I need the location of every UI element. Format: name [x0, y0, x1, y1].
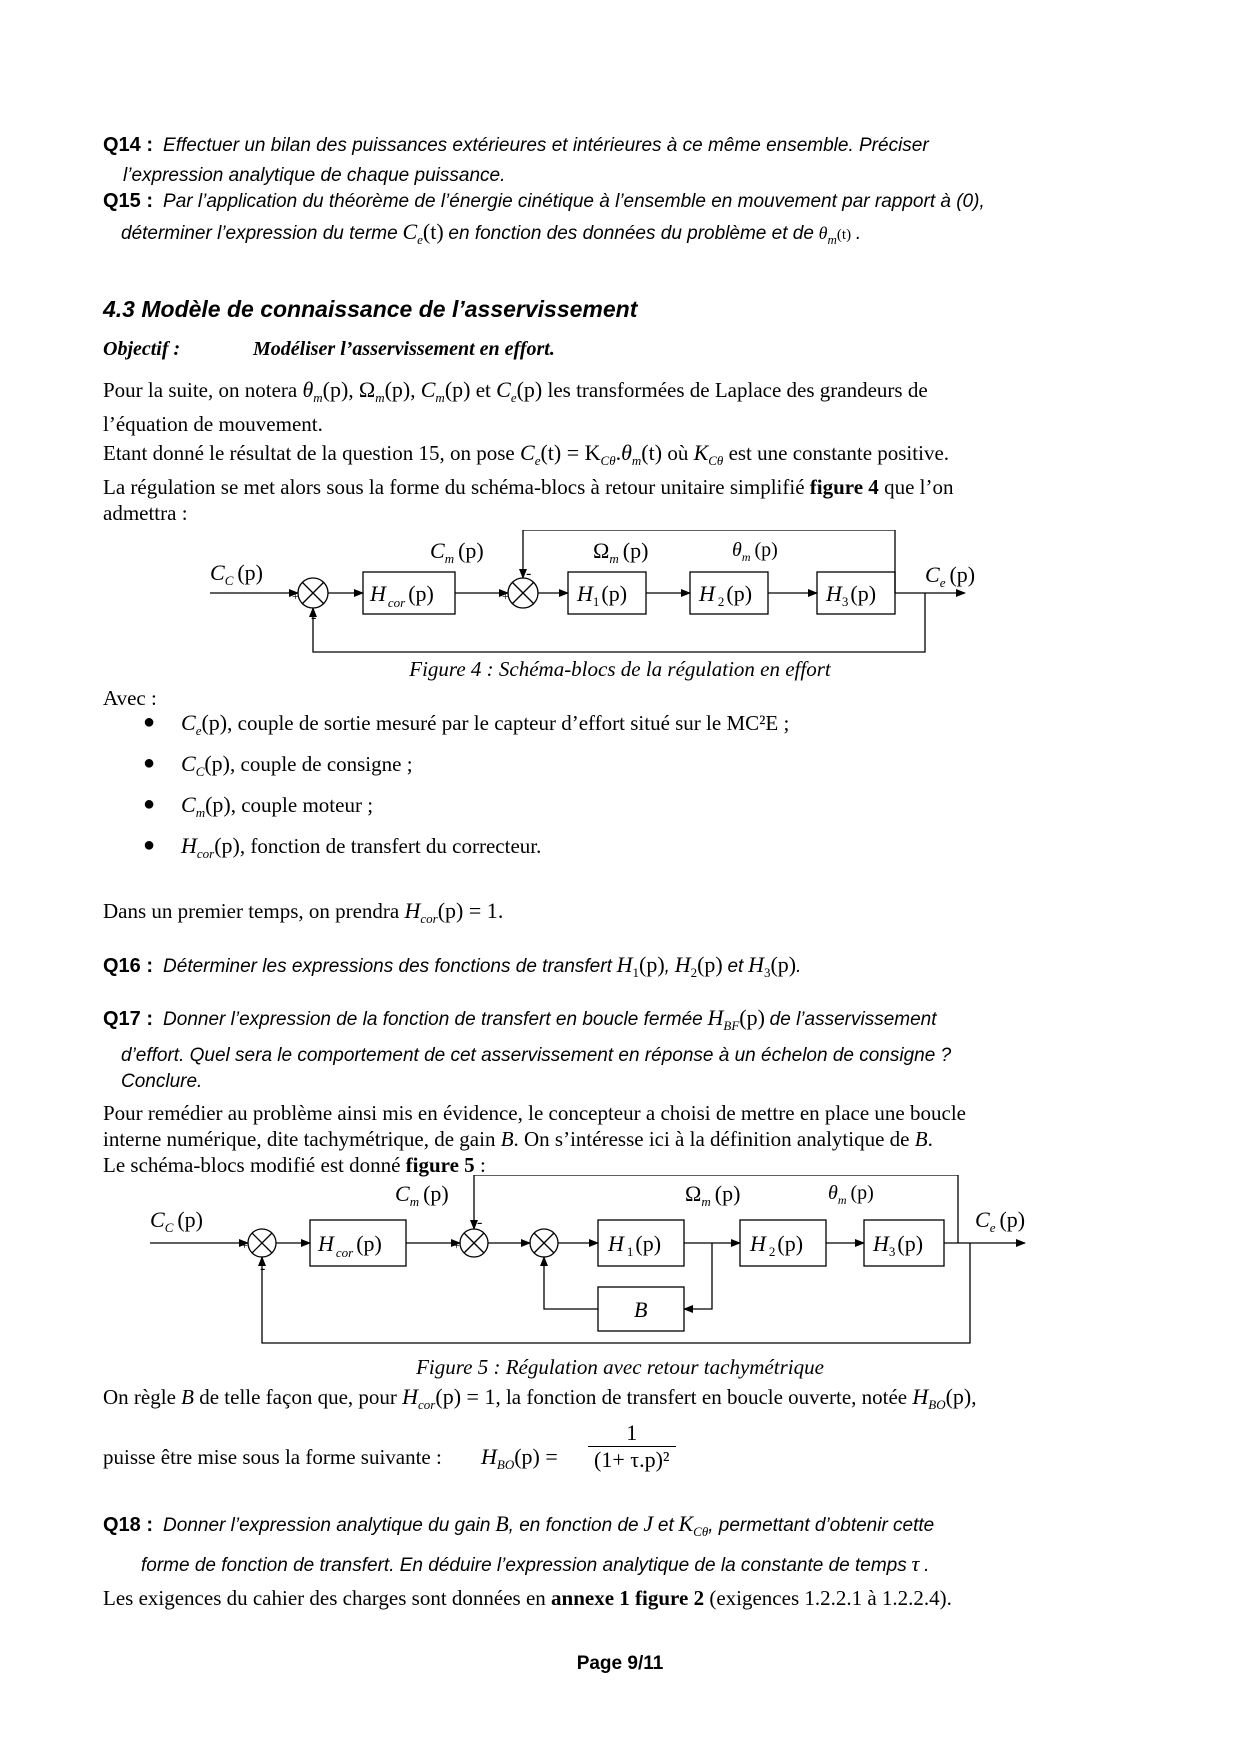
- paragraph-notation: Pour la suite, on notera $\theta_m(p)$, $\Omega_m(p)$, $C_m(p)$ et $C_e(p)$ les transformées de Laplace des grandeurs de l’équation de mouvement.: [103, 377, 928, 436]
- list-item: ● $C_m(p)$, couple moteur ;: [143, 792, 374, 820]
- fig4-block-h1: $H_1(p)$: [577, 581, 628, 609]
- math-cm-p: $C_m(p)$: [420, 377, 471, 405]
- math-b: B: [495, 1511, 509, 1536]
- math-k-ctheta-q18: $K_{C\theta}$: [678, 1511, 709, 1539]
- fig5-input-label: $C_C$ (p): [150, 1207, 204, 1235]
- definitions-list: [103, 710, 789, 874]
- list-item: ● $H_{cor}(p)$, fonction de transfert du correcteur.: [143, 833, 542, 861]
- fig4-block-h2: H $_2$(p): [699, 581, 753, 609]
- figure-5-caption: Figure 5 : Régulation avec retour tachymétrique: [416, 1355, 824, 1379]
- math-j: J: [643, 1511, 654, 1536]
- figure-4-block-diagram: [195, 530, 995, 660]
- math-k-ctheta: $K_{C\theta}$: [693, 440, 724, 468]
- math-omega-m-p: $\Omega_m(p)$: [358, 377, 411, 405]
- question-q16: Q16 : Déterminer les expressions des fonctions de transfert $H_1(p)$, $H_2(p)$ et $H_3(p)$.: [103, 952, 802, 980]
- list-item: ● $C_e(p)$, couple de sortie mesuré par le capteur d’effort situé sur le MC²E ;: [143, 710, 790, 738]
- fig4-plus-2: +: [502, 589, 509, 603]
- fig5-block-h3: $H_3(p)$: [873, 1231, 924, 1259]
- fig4-block-h3: $H_3(p)$: [826, 581, 877, 609]
- question-q15: Q15 : Par l’application du théorème de l’énergie cinétique à l’ensemble en mouvement par rapport à (0), déterminer l’expression du terme $C_e(t)$ en fonction des données du problème et de $\theta_m(t)$ .: [103, 190, 985, 247]
- math-hbo-lhs: $H_{BO}(p)$ =: [481, 1444, 558, 1472]
- math-theta-m-p: $\theta_m(p)$: [302, 377, 349, 405]
- fig4-sig-omega: $\Omega_m$ (p): [593, 538, 649, 566]
- fig4-input-label: $C_C$ (p): [210, 560, 264, 588]
- math-h2: $H_2(p)$: [674, 952, 723, 980]
- math-ce-p: $C_e(p)$: [496, 377, 543, 405]
- fig4-output-label: $C_e$ (p): [925, 562, 976, 590]
- fig5-sig-theta: $\theta_m$ (p): [828, 1182, 874, 1207]
- fig5-plus-2: +: [453, 1238, 460, 1252]
- page-number: Page 9/11: [576, 1653, 664, 1674]
- paragraph-premier-temps: Dans un premier temps, on prendra $H_{cor}(p) = 1$.: [103, 898, 504, 926]
- fig4-minus-1: -: [311, 609, 317, 626]
- paragraph-exigences: Les exigences du cahier des charges sont données en annexe 1 figure 2 (exigences 1.2.2.1 à 1.2.2.4).: [103, 1586, 952, 1610]
- section-title: 4.3 Modèle de connaissance de l’asservissement: [103, 296, 638, 322]
- math-fraction: $\frac{1}{\text{(1+ τ.p)²}}$: [588, 1420, 676, 1473]
- question-q17: Q17 : Donner l’expression de la fonction de transfert en boucle fermée $H_{BF}(p)$ de l’asservissement d’effort. Quel sera le comportement de cet asservissement en réponse à un échelon de consigne ? Conclure.: [103, 1005, 952, 1092]
- list-item: ● $C_C(p)$, couple de consigne ;: [143, 751, 413, 779]
- paragraph-regle-b: On règle B de telle façon que, pour $H_{cor}(p) = 1$, la fonction de transfert en boucle ouverte, notée $H_{BO}(p)$,: [103, 1384, 977, 1412]
- objective: Objectif : Modéliser l’asservissement en effort.: [103, 338, 555, 360]
- fig5-block-h1: H $_1$(p): [608, 1231, 662, 1259]
- figure-4-caption: Figure 4 : Schéma-blocs de la régulation en effort: [409, 657, 831, 681]
- math-h1: $H_1(p)$: [616, 952, 665, 980]
- math-theta-m-t: $\theta_m(t)$: [818, 223, 852, 247]
- fig5-block-hcor: H $_{cor}$ (p): [318, 1231, 382, 1260]
- math-hbf: $H_{BF}(p)$: [707, 1005, 765, 1033]
- math-tau: τ: [911, 1551, 920, 1576]
- math-hcor-equals-one: $H_{cor}(p) = 1$.: [404, 898, 504, 926]
- paragraph-regulation: La régulation se met alors sous la forme du schéma-blocs à retour unitaire simplifié figure 4 que l’on admettra :: [103, 475, 954, 525]
- fig5-block-h2: H $_2$(p): [750, 1231, 804, 1259]
- paragraph-puisse: puisse être mise sous la forme suivante : $H_{BO}(p)$ = $\frac{1}{\text{(1+ τ.p)²}}$: [103, 1420, 1098, 1480]
- fig4-plus-1: +: [292, 589, 299, 603]
- fig5-minus-2: -: [477, 1214, 483, 1231]
- math-ce-equation: $C_e(t) = K_{C\theta}.\theta_m(t)$: [520, 440, 663, 468]
- fig5-sig-omega: $\Omega_m$ (p): [685, 1181, 741, 1209]
- avec-label: Avec :: [103, 686, 157, 710]
- fig5-minus-1: -: [260, 1260, 266, 1277]
- fig4-block-hcor: H $_{cor}$ (p): [370, 581, 434, 610]
- question-q14: Q14 : Effectuer un bilan des puissances extérieures et intérieures à ce même ensemble. Préciser l’expression analytique de chaque puissance.: [103, 134, 929, 186]
- fig4-minus-2: -: [526, 565, 532, 582]
- figure-5-block-diagram: [140, 1175, 1060, 1360]
- fig5-plus-1: +: [241, 1238, 248, 1252]
- fig4-sig-theta: $\theta_m$ (p): [732, 539, 778, 564]
- math-hbo: $H_{BO}(p)$: [912, 1384, 972, 1412]
- paragraph-ce-definition: Etant donné le résultat de la question 15, on pose $C_e(t) = K_{C\theta}.\theta_m(t)$ où $K_{C\theta}$ est une constante positive.: [103, 440, 950, 468]
- fig5-output-label: $C_e$ (p): [975, 1207, 1026, 1235]
- paragraph-remedy: Pour remédier au problème ainsi mis en évidence, le concepteur a choisi de mettre en place une boucle interne numérique, dite tachymétrique, de gain B. On s’intéresse ici à la définition analytique de B. Le schéma-blocs modifié est donné figure 5 :: [103, 1101, 966, 1177]
- math-hcor-one: $H_{cor}(p) = 1$: [402, 1384, 496, 1412]
- fig5-block-b: B: [634, 1297, 648, 1322]
- question-q18: Q18 : Donner l’expression analytique du gain B, en fonction de J et $K_{C\theta}$, permettant d’obtenir cette forme de fonction de transfert. En déduire l’expression analytique de la constante de temps τ .: [103, 1511, 935, 1576]
- fig5-sig-cm: $C_m$ (p): [395, 1181, 449, 1209]
- math-ce-t: $C_e(t)$: [402, 219, 444, 247]
- fig4-sig-cm: $C_m$ (p): [430, 538, 484, 566]
- math-h3: $H_3(p)$: [748, 952, 797, 980]
